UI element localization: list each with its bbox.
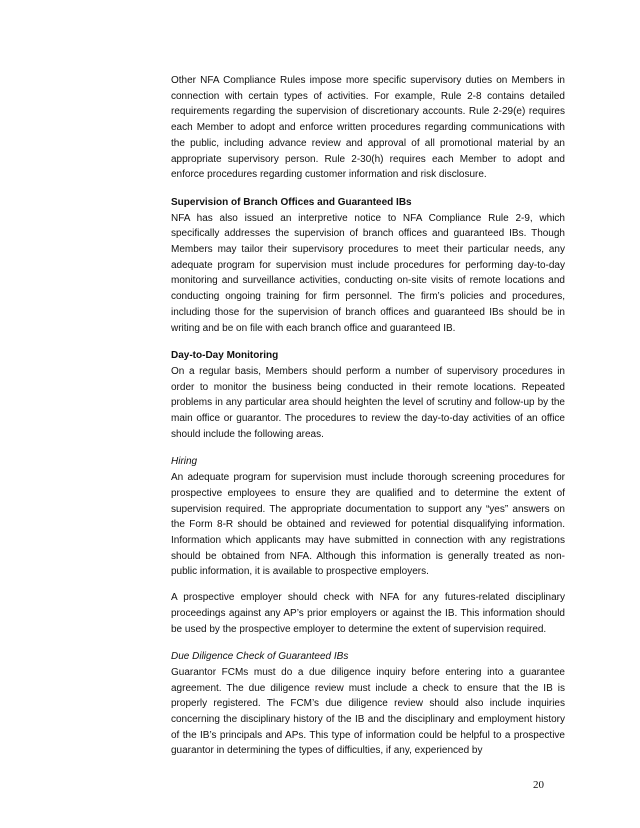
spacer [171, 580, 565, 590]
subheading-hiring: Hiring [171, 456, 198, 468]
paragraph-compliance-rules: Other NFA Compliance Rules impose more specific supervisory duties on Members in connection with certain types of activities. For example, Rule 2-8 contains detailed requirements regarding the supervision of discretionary accounts. Rule 2-29(e) requires each Member to adopt and enforce written procedures regarding communications with the public, including advance review and approval of all promotional material by an appropriate supervisory person. Rule 2-30(h) requires each Member to adopt and enforce procedures regarding customer information and risk disclosure. [171, 75, 565, 181]
spacer [171, 637, 565, 649]
paragraph-due-diligence: Guarantor FCMs must do a due diligence inquiry before entering into a guarantee agreement. The due diligence review must include a check to ensure that the IB is properly registered. The FCM’s due diligence review should also include inquiries concerning the disciplinary history of the IB and the disciplinary and employment history of the IB’s principals and APs. This type of information could be helpful to a prospective guarantor in determining the types of difficulties, if any, experienced by [171, 666, 565, 757]
paragraph-day-to-day: On a regular basis, Members should perform a number of supervisory procedures in order to monitor the business being conducted in their remote locations. Repeated problems in any particular area should heighten the level of scrutiny and follow-up by the main office or guarantor. The procedures to review the day-to-day activities of an office should include the following areas. [171, 365, 565, 440]
spacer [171, 336, 565, 348]
paragraph-hiring-1: An adequate program for supervision must include thorough screening procedures for prospective employees to ensure they are qualified and to determine the extent of supervision required. The appropriate documentation to support any “yes” answers on the Form 8-R should be obtained and reviewed for potential disqualifying information. Information which applicants may have submitted in connection with any registrations should be obtained from NFA. Although this information is generally treated as non-public information, it is available to prospective employers. [171, 472, 565, 578]
page-number: 20 [533, 779, 544, 791]
paragraph-branch-offices: NFA has also issued an interpretive notice to NFA Compliance Rule 2-9, which specifically addresses the supervision of branch offices and guaranteed IBs. Though Members may tailor their supervisory procedures to meet their particular needs, any adequate program for supervision must include procedures for performing day-to-day monitoring and surveillance activities, conducting on-site visits of remote locations and conducting ongoing training for firm personnel. The firm’s policies and procedures, including those for the supervision of branch offices and guaranteed IBs should be in writing and be on file with each branch office and guaranteed IB. [171, 212, 565, 334]
subheading-due-diligence: Due Diligence Check of Guaranteed IBs [171, 651, 349, 663]
spacer [171, 442, 565, 454]
spacer [171, 183, 565, 195]
heading-branch-offices: Supervision of Branch Offices and Guaranteed IBs [171, 196, 412, 208]
document-body [171, 73, 565, 759]
heading-day-to-day: Day-to-Day Monitoring [171, 350, 279, 362]
paragraph-hiring-2: A prospective employer should check with NFA for any futures-related disciplinary proceedings against any AP’s prior employers or against the IB. This information should be used by the prospective employer to determine the extent of supervision required. [171, 592, 565, 635]
